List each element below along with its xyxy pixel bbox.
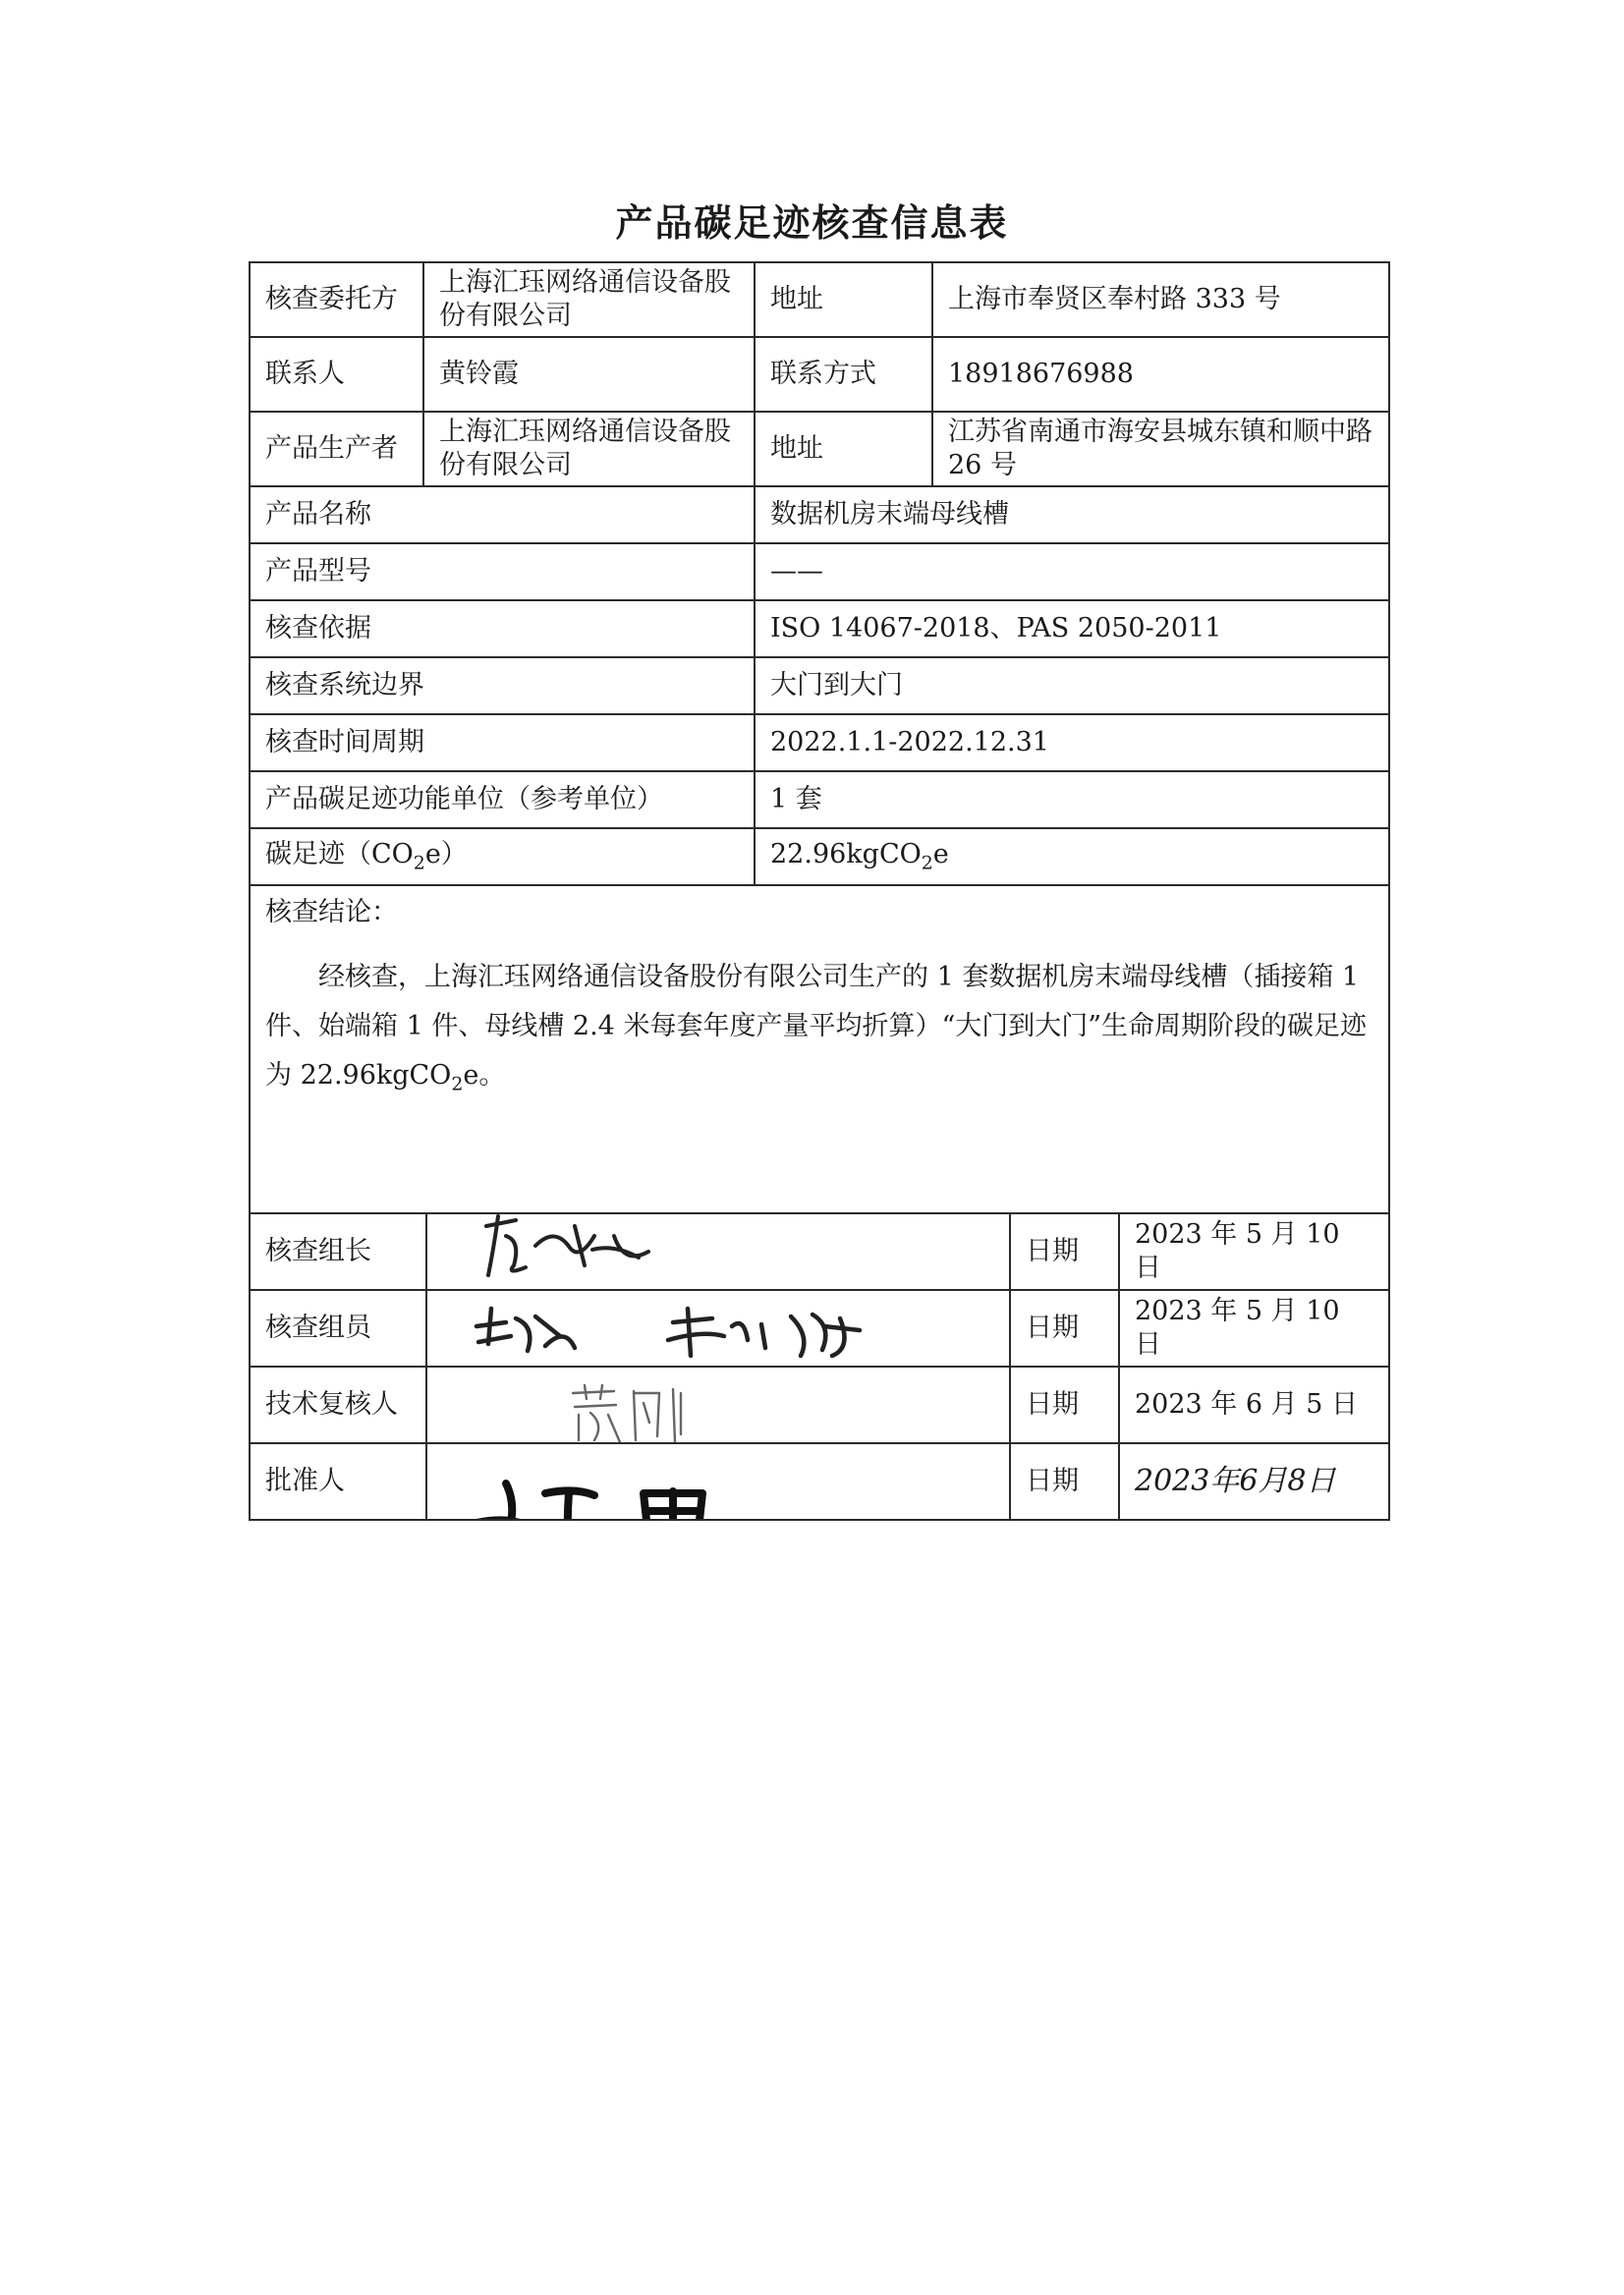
client-label: 核查委托方 [250,262,423,337]
footprint-value-sub: 2 [921,852,933,874]
contact-label: 联系人 [250,337,423,412]
conclusion-row [250,885,1389,1213]
phone-label: 联系方式 [755,337,932,412]
conclusion-label: 核查结论： [265,897,398,927]
footprint-value [755,828,1389,885]
date-value: 2023 年 5 月 10 日 [1119,1213,1389,1290]
footprint-row [250,828,1389,885]
date-value: 2023 年 6 月 5 日 [1119,1367,1389,1443]
producer-value: 上海汇珏网络通信设备股份有限公司 [423,412,755,486]
period-row [250,714,1389,771]
signature-cell [426,1213,1010,1290]
model-row [250,543,1389,600]
unit-label: 产品碳足迹功能单位（参考单位） [250,771,755,828]
footprint-label-post: e） [424,838,468,869]
signature-cell [426,1443,1010,1520]
product-name-row [250,486,1389,543]
date-label: 日期 [1010,1290,1119,1367]
unit-row [250,771,1389,828]
producer-address-value: 江苏省南通市海安县城东镇和顺中路 26 号 [932,412,1389,486]
conclusion-cell [250,885,1389,1213]
client-value: 上海汇珏网络通信设备股份有限公司 [423,262,755,337]
client-row [250,262,1389,337]
footprint-value-post: e [932,838,949,869]
date-value: 2023 年 5 月 10 日 [1119,1290,1389,1367]
client-address-label: 地址 [755,262,932,337]
info-table [249,261,1390,1214]
boundary-row [250,657,1389,714]
phone-value: 18918676988 [932,337,1389,412]
signature-image [467,1297,899,1366]
signature-row [250,1213,1389,1290]
signature-row [250,1367,1389,1443]
product-name-label: 产品名称 [250,486,755,543]
date-value: 2023年6月8日 [1119,1443,1389,1520]
footprint-label-sub: 2 [413,852,425,874]
date-label: 日期 [1010,1443,1119,1520]
footprint-value-pre: 22.96kgCO [770,838,922,869]
signature-cell [426,1290,1010,1367]
date-label: 日期 [1010,1213,1119,1290]
producer-address-label: 地址 [755,412,932,486]
conclusion-text-sub: 2 [451,1073,464,1095]
signature-image [476,1213,663,1285]
signature-row [250,1290,1389,1367]
basis-row [250,600,1389,657]
signature-table [249,1212,1390,1521]
signature-image [467,1464,781,1520]
footprint-label-pre: 碳足迹（CO [265,838,414,869]
producer-row [250,412,1389,486]
period-value: 2022.1.1-2022.12.31 [755,714,1389,771]
basis-label: 核查依据 [250,600,755,657]
unit-value: 1 套 [755,771,1389,828]
signature-cell [426,1367,1010,1443]
role-label: 批准人 [250,1443,426,1520]
role-label: 技术复核人 [250,1367,426,1443]
contact-row [250,337,1389,412]
date-label: 日期 [1010,1367,1119,1443]
conclusion-text-post: e。 [463,1060,506,1092]
page-title: 产品碳足迹核查信息表 [615,201,1009,245]
role-label: 核查组员 [250,1290,426,1367]
period-label: 核查时间周期 [250,714,755,771]
contact-value: 黄铃霞 [423,337,755,412]
basis-value: ISO 14067-2018、PAS 2050-2011 [755,600,1389,657]
footprint-label [250,828,755,885]
signature-image [565,1379,693,1443]
client-address-value: 上海市奉贤区奉村路 333 号 [932,262,1389,337]
boundary-value: 大门到大门 [755,657,1389,714]
product-name-value: 数据机房末端母线槽 [755,486,1389,543]
model-value: —— [755,543,1389,600]
role-label: 核查组长 [250,1213,426,1290]
conclusion-text [265,953,1373,1102]
signature-row [250,1443,1389,1520]
model-label: 产品型号 [250,543,755,600]
conclusion-text-pre: 经核查，上海汇珏网络通信设备股份有限公司生产的 1 套数据机房末端母线槽（插接箱 1 件、始端箱 1 件、母线槽 2.4 米每套年度产量平均折算）“大门到大门”生命周期阶段的碳足迹为 22.96kgCO [265,961,1368,1092]
boundary-label: 核查系统边界 [250,657,755,714]
producer-label: 产品生产者 [250,412,423,486]
